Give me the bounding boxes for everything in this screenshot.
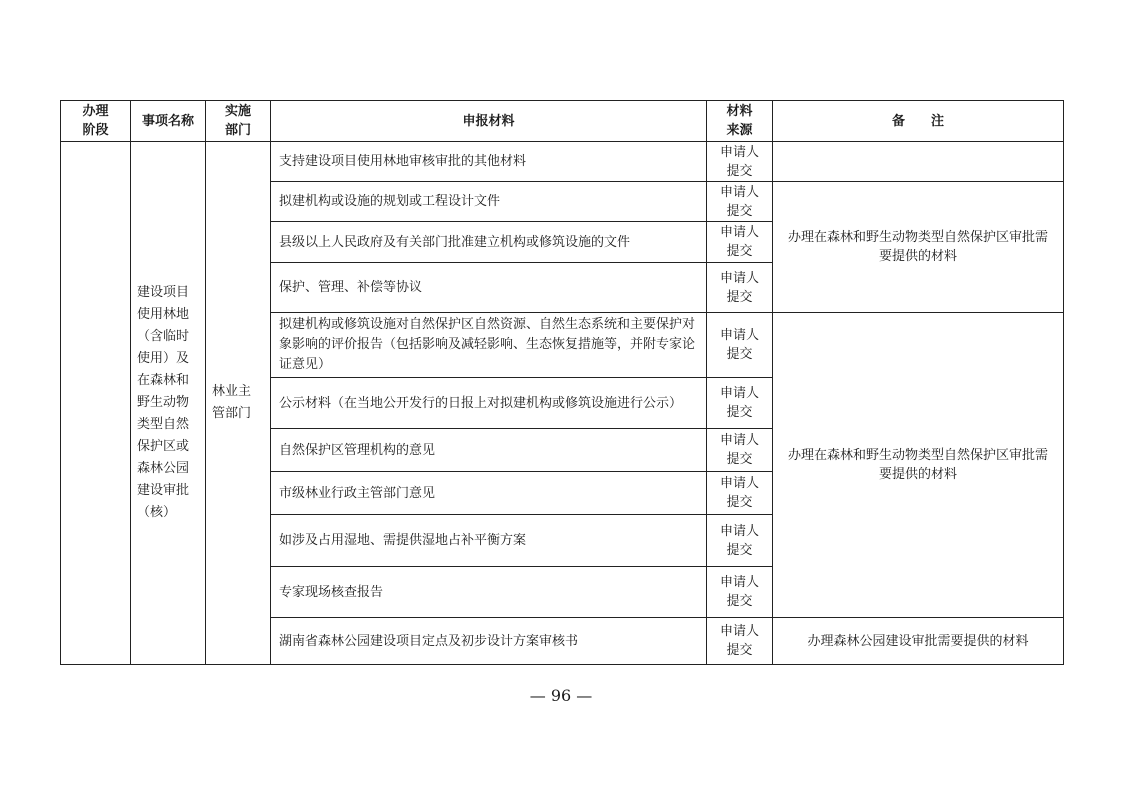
material-cell: 自然保护区管理机构的意见 xyxy=(271,429,707,472)
material-cell: 公示材料（在当地公开发行的日报上对拟建机构或修筑设施进行公示） xyxy=(271,378,707,429)
source-cell: 申请人 提交 xyxy=(707,263,773,313)
header-item-name: 事项名称 xyxy=(131,101,206,142)
header-source: 材料 来源 xyxy=(707,101,773,142)
material-cell: 市级林业行政主管部门意见 xyxy=(271,472,707,515)
source-cell: 申请人 提交 xyxy=(707,618,773,665)
source-cell: 申请人 提交 xyxy=(707,142,773,182)
materials-table xyxy=(60,100,1064,665)
source-cell: 申请人 提交 xyxy=(707,313,773,378)
note-group-1: 办理在森林和野生动物类型自然保护区审批需 要提供的材料 xyxy=(773,182,1064,313)
source-cell: 申请人 提交 xyxy=(707,222,773,263)
material-cell: 拟建机构或修筑设施对自然保护区自然资源、自然生态系统和主要保护对象影响的评价报告（包括影响及减轻影响、生态恢复措施等，并附专家论证意见） xyxy=(271,313,707,378)
note-cell-empty xyxy=(773,142,1064,182)
material-cell: 拟建机构或设施的规划或工程设计文件 xyxy=(271,182,707,222)
table-row xyxy=(61,142,1064,182)
header-row xyxy=(61,101,1064,142)
source-cell: 申请人 提交 xyxy=(707,567,773,618)
stage-cell xyxy=(61,142,131,665)
header-dept: 实施 部门 xyxy=(206,101,271,142)
source-cell: 申请人 提交 xyxy=(707,472,773,515)
source-cell: 申请人 提交 xyxy=(707,378,773,429)
material-cell: 专家现场核查报告 xyxy=(271,567,707,618)
source-cell: 申请人 提交 xyxy=(707,429,773,472)
header-materials: 申报材料 xyxy=(271,101,707,142)
source-cell: 申请人 提交 xyxy=(707,182,773,222)
material-cell: 支持建设项目使用林地审核审批的其他材料 xyxy=(271,142,707,182)
header-stage: 办理 阶段 xyxy=(61,101,131,142)
dept-cell: 林业主 管部门 xyxy=(206,142,271,665)
material-cell: 如涉及占用湿地、需提供湿地占补平衡方案 xyxy=(271,515,707,567)
header-note: 备 注 xyxy=(773,101,1064,142)
item-name-cell: 建设项目 使用林地 （含临时 使用）及 在森林和 野生动物 类型自然 保护区或 森林公园 建设审批 （核） xyxy=(131,142,206,665)
material-cell: 保护、管理、补偿等协议 xyxy=(271,263,707,313)
note-group-3: 办理森林公园建设审批需要提供的材料 xyxy=(773,618,1064,665)
material-cell: 县级以上人民政府及有关部门批准建立机构或修筑设施的文件 xyxy=(271,222,707,263)
source-cell: 申请人 提交 xyxy=(707,515,773,567)
material-cell: 湖南省森林公园建设项目定点及初步设计方案审核书 xyxy=(271,618,707,665)
page-number: — 96 — xyxy=(529,686,593,705)
note-group-2: 办理在森林和野生动物类型自然保护区审批需 要提供的材料 xyxy=(773,313,1064,618)
